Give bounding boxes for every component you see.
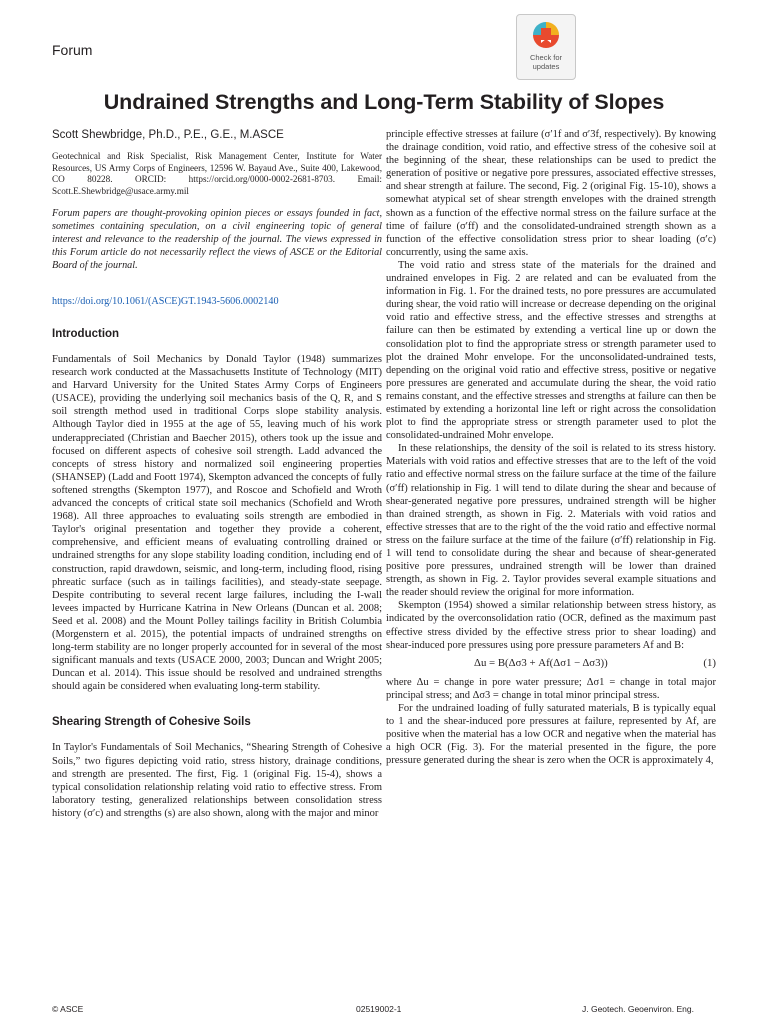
- body-paragraph-6: For the undrained loading of fully saturated materials, B is typically equal to 1 and the shear-induced pore pressures at failure, represented by Af, are positive when the material has a low OCR and negative when the material has a high OCR (Fig. 3). For the material presented in the figure, the pore pressure generated during the shear is zero when the OCR is approximately 4,: [386, 703, 716, 767]
- shear-strength-paragraph: In Taylor's Fundamentals of Soil Mechanics, “Shearing Strength of Cohesive Soils,” two figures depicting void ratio, stress history, drainage conditions, and strength are presented. The first, Fig. 1 (original Fig. 15-4), shows a typical consolidation relationship relating void ratio to effective stress. From laboratory testing, generalized relationships between consolidation stress history (σ′c) and strengths (s) are also shown, along with the major and minor: [52, 742, 382, 819]
- crossmark-icon: [532, 21, 560, 51]
- footer-copyright: © ASCE: [52, 1004, 84, 1014]
- equation-1: [386, 652, 716, 676]
- body-paragraph-5: where Δu = change in pore water pressure; Δσ1 = change in total major principal stress; and Δσ3 = change in total minor principal stress.: [386, 676, 716, 701]
- author-line: Scott Shewbridge, Ph.D., P.E., G.E., M.ASCE: [52, 129, 284, 141]
- intro-paragraph: Fundamentals of Soil Mechanics by Donald Taylor (1948) summarizes research work conducted at the Massachusetts Institute of Technology (MIT) and Harvard University for the United States Army Corps of Engineers (USACE), providing the underlying soil mechanics basis of the Q, R, and S soil strength method used in traditional Corps slope stability analysis. Although Taylor died in 1955 at the age of 55, leaving much of his work underappreciated (Christian and Baecher 2015), others took up the issue and focused on different aspects of cohesive soil strength. Ladd advanced the concepts of stress history and normalized soil engineering properties (SHANSEP) (Ladd and Foott 1974), Skempton advanced the concepts of fully softened strengths (Skempton 1977), and Roscoe and Schofield and Wroth advanced the concepts of critical state soil mechanics (Schofield and Wroth 1968). All three approaches to evaluating soils strength are embodied in Taylor's original presentation and together they provide a coherent, comprehensive, and efficient means of evaluating controlling drained or undrained strengths for any slope stability loading condition, including end of construction, rapid drawdown, seismic, and long-term, including flood, rising phreatic surface (such as in tailings facilities), and steady-state seepage. Despite contributing to several recent large failures, including the I-wall levees impacted by Hurricane Katrina in New Orleans (Duncan et al. 2008; Seed et al. 2008) and the Mount Polley tailings facility in British Columbia (Morgenstern et al. 2015), the potential impacts of undrained strengths on long-term stability are no longer properly accounted for in several of the most significant manuals and texts (USACE 2000, 2003; Duncan and Wright 2005; Duncan et al. 2014). This issue should be resolved and undrained strengths should again be considered when evaluating long-term stability.: [52, 354, 382, 693]
- doi-link[interactable]: https://doi.org/10.1061/(ASCE)GT.1943-5606.0002140: [52, 295, 279, 307]
- equation-number: (1): [703, 656, 716, 669]
- paper-title: Undrained Strengths and Long-Term Stability of Slopes: [103, 90, 665, 114]
- badge-text: Check for updates: [529, 53, 563, 71]
- footer-page-id: 02519002-1: [356, 1004, 402, 1014]
- left-column: [52, 128, 382, 820]
- body-paragraph-3: In these relationships, the density of the soil is related to its stress history. Materials with void ratios and effective stresses that are to the left of the void ratio and effective normal stress on the failure surface at the time of the failure (σ′ff) relationship in Fig. 1 will tend to dilate during the shear and because of shear-generated negative pore pressures, undrained strength will be higher than drained strength, as shown in Fig. 2. Materials with void ratios and effective stresses that are to the right of the the void ratio and effective normal stress on the failure surface at the time of the failure (σ′ff) relationship in Fig. 1 will tend to consolidate during the shear and because of shear-generated positive pore pressures, undrained strength will be lower than drained strength, as shown in Fig. 2. Taylor provides several example situations and the reader should review the original for more information.: [386, 443, 716, 599]
- body-paragraph-4: Skempton (1954) showed a similar relationship between stress history, as indicated by the overconsolidation ratio (OCR, defined as the maximum past effective stress divided by the effective stress prior to shear loading) and shear-induced pore pressures using pore pressure parameters Af and B:: [386, 600, 716, 651]
- right-column: [386, 128, 716, 768]
- body-paragraph-2: The void ratio and stress state of the materials for the drained and undrained envelopes in Fig. 2 are related and can be evaluated from the information in Fig. 1. For the drained tests, no pore pressures are accumulated during shear, the void ratio will increase or decrease depending on the original void ratio and effective stress, and the effective stresses and strengths at failure can then be estimated by extending a vertical line up or down the consolidation plot to find the appropriate stress or strength parameter used to plot the drained Mohr envelope. For the unconsolidated-undrained tests, depending on the original void ratio and effective stress, positive or negative pore pressures are generated and accumulate during the shear, the void ratio remains constant, and the effective stresses and strengths at failure can then be estimated by extending a horizontal line left or right across the consolidation plot to find the appropriate stress or strength parameter used to plot the consolidated-undrained Mohr envelope.: [386, 259, 716, 442]
- check-for-updates-badge[interactable]: [516, 14, 576, 80]
- section-label: Forum: [52, 42, 93, 58]
- forum-disclaimer: Forum papers are thought-provoking opinion pieces or essays founded in fact, sometimes containing speculation, on a civil engineering topic of general interest and relevance to the readership of the journal. The views expressed in this Forum article do not necessarily reflect the views of ASCE or the Editorial Board of the journal.: [52, 208, 382, 271]
- equation-expression: Δu = B(Δσ3 + Af(Δσ1 − Δσ3)): [474, 656, 608, 669]
- footer-journal: J. Geotech. Geoenviron. Eng.: [582, 1004, 694, 1014]
- author-affiliation: Geotechnical and Risk Specialist, Risk Management Center, Institute for Water Resources, US Army Corps of Engineers, 12596 W. Bayaud Ave., Suite 400, Lakewood, CO 80228. ORCID: https://orcid.org/0000-0002-2681-8703. Email: Scott.E.Shewbridge@usace.army.mil: [52, 151, 382, 196]
- shear-strength-heading: Shearing Strength of Cohesive Soils: [52, 716, 251, 729]
- intro-heading: Introduction: [52, 328, 120, 340]
- body-paragraph-1: principle effective stresses at failure (σ′1f and σ′3f, respectively). By knowing the drainage condition, void ratio, and effective stress of the cohesive soil at the beginning of the shear, these relationships can be used to predict the generation of positive or negative pore pressures, associated effective stresses, and shear strength at failure. The second, Fig. 2 (original Fig. 15-10), shows a somewhat atypical set of shear strength envelopes with the drained strength shown as a function of the effective normal stress on the failure surface at the time of failure (σ′ff) and the consolidated-undrained strength shown as a function of the effective consolidation stress prior to shear loading (σ′c) concurrently, using the same axis.: [386, 129, 716, 258]
